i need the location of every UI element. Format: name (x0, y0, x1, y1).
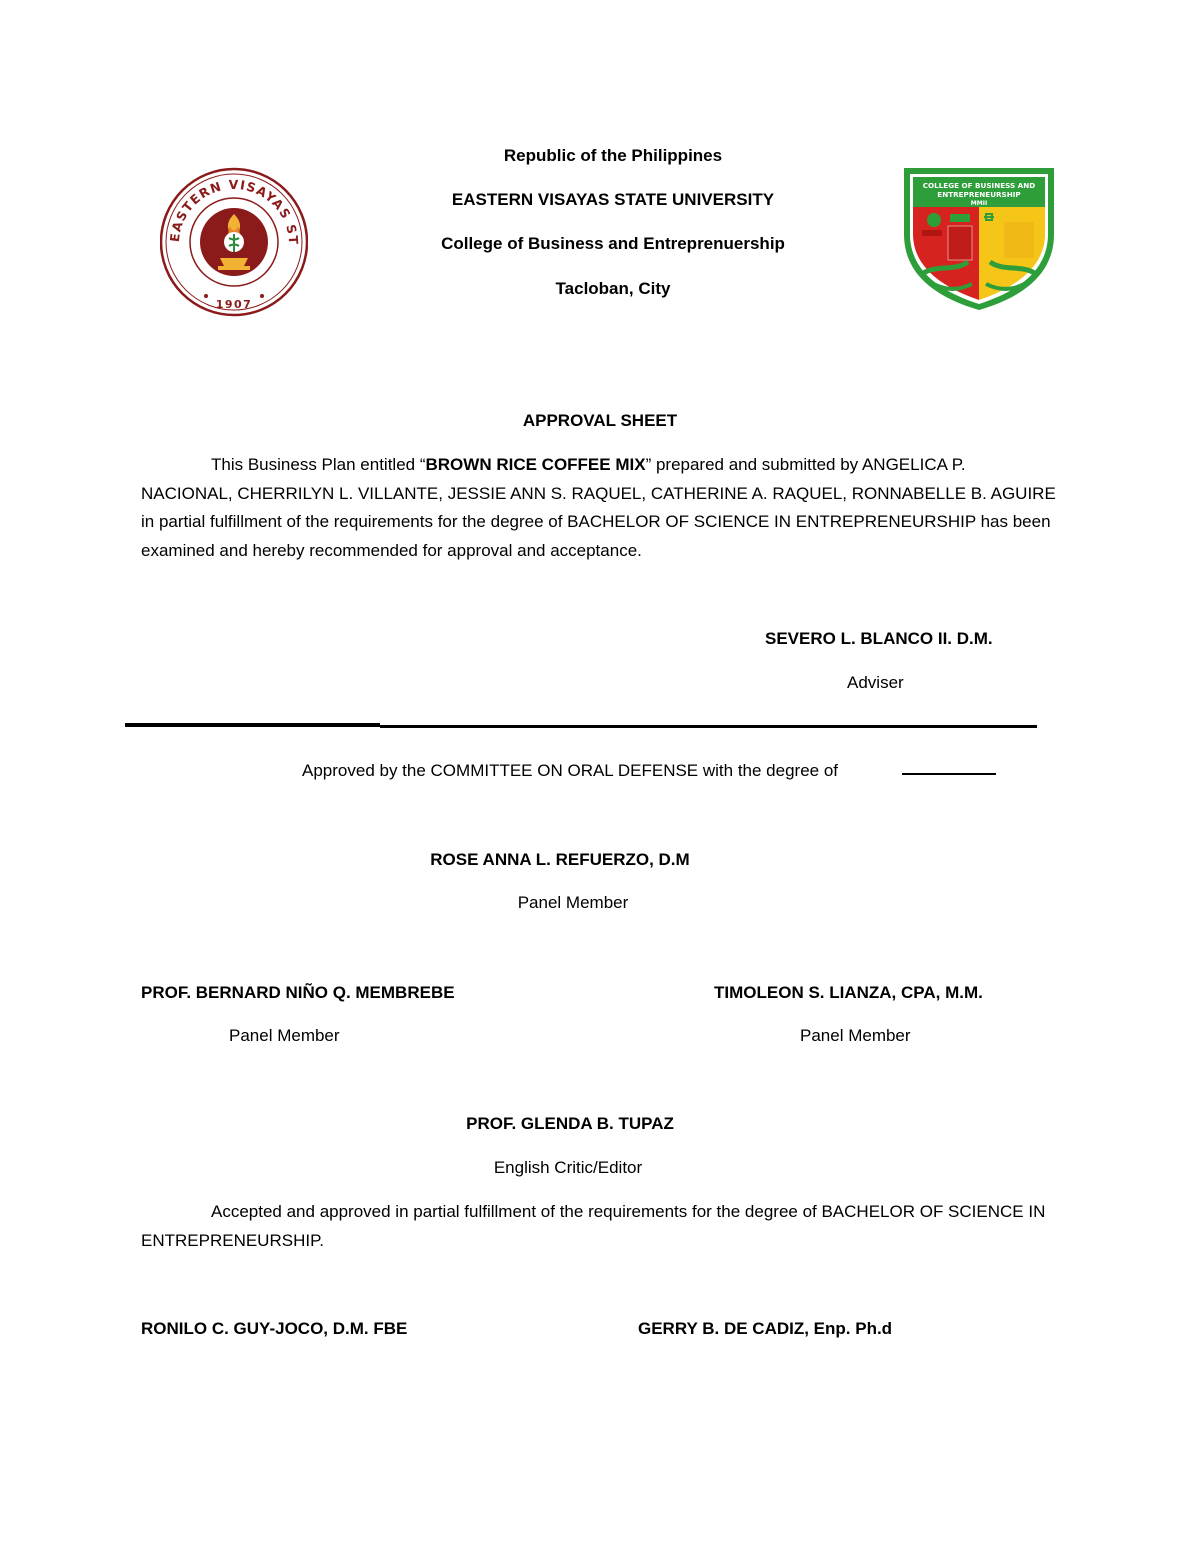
header-university: EASTERN VISAYAS STATE UNIVERSITY (451, 190, 775, 209)
signatory-2-name: GERRY B. DE CADIZ, Enp. Ph.d (638, 1319, 893, 1338)
divider-thick (125, 723, 380, 727)
panel-member-1-role: Panel Member (517, 893, 629, 912)
acceptance-paragraph: Accepted and approved in partial fulfillment of the requirements for the degree of BACHELOR OF SCIENCE IN ENTREPRENEURSHIP. (141, 1202, 1046, 1250)
panel-member-2-role: Panel Member (229, 1026, 340, 1045)
panel-member-1-name: ROSE ANNA L. REFUERZO, D.M (430, 850, 690, 869)
editor-role: English Critic/Editor (493, 1158, 643, 1177)
university-seal-icon (160, 166, 308, 318)
shield-subtext: MMII (970, 200, 988, 207)
page-title: APPROVAL SHEET (522, 411, 678, 430)
college-shield-icon (900, 164, 1058, 312)
panel-member-2-name: PROF. BERNARD NIÑO Q. MEMBREBE (141, 983, 455, 1002)
plan-title: BROWN RICE COFFEE MIX (425, 455, 646, 474)
shield-banner-line1: COLLEGE OF BUSINESS AND (922, 181, 1036, 190)
college-shield-logo (900, 164, 1058, 312)
seal-ring-text: EASTERN VISAYAS ST (166, 176, 302, 245)
adviser-role: Adviser (847, 673, 904, 692)
shield-banner-line2: ENTREPRENEURSHIP (937, 190, 1021, 199)
intro-pre: This Business Plan entitled “ (211, 455, 426, 474)
committee-statement: Approved by the COMMITTEE ON ORAL DEFENSE with the degree of (302, 761, 839, 780)
editor-name: PROF. GLENDA B. TUPAZ (466, 1114, 674, 1133)
header-city: Tacloban, City (555, 279, 671, 298)
intro-paragraph (141, 451, 1061, 565)
adviser-name: SEVERO L. BLANCO II. D.M. (765, 629, 993, 648)
signatory-1-name: RONILO C. GUY-JOCO, D.M. FBE (141, 1319, 408, 1338)
header-republic: Republic of the Philippines (503, 146, 723, 165)
intro-post: ” prepared and submitted by ANGELICA P. NACIONAL, CHERRILYN L. VILLANTE, JESSIE ANN S. RAQUEL, CATHERINE A. RAQUEL, RONNABELLE B. AGUIRE in partial fulfillment of the requirements for the degree of BACHELOR OF SCIENCE IN ENTREPRENEURSHIP has been examined and hereby recommended for approval and acceptance. (141, 455, 1056, 560)
university-seal-logo (160, 166, 308, 318)
degree-blank-line (902, 773, 996, 775)
seal-year: 1907 (215, 298, 253, 311)
panel-member-3-role: Panel Member (800, 1026, 911, 1045)
panel-member-3-name: TIMOLEON S. LIANZA, CPA, M.M. (714, 983, 983, 1002)
divider-line (380, 725, 1037, 728)
header-college: College of Business and Entreprenuership (441, 234, 785, 253)
